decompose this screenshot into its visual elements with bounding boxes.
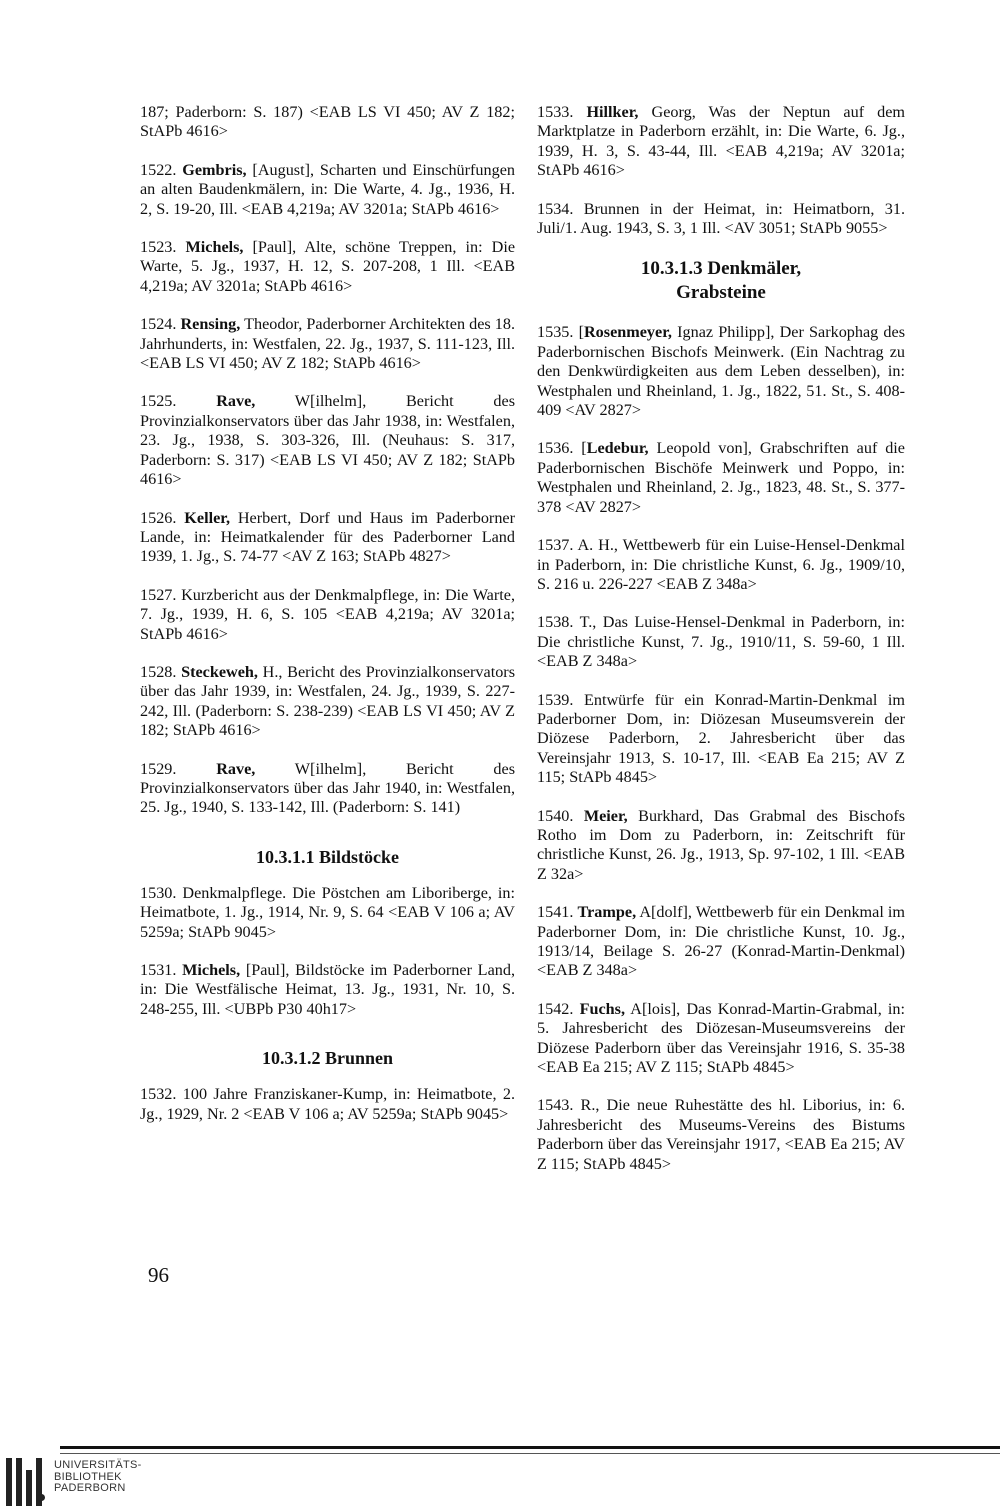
left-entries-2: [140, 884, 515, 1019]
bibliography-entry: 1536. [Ledebur, Leopold von], Grabschriften auf die Paderbornischen Bischöfe Meinwerk und Poppo, in: Westphalen und Rheinland, 2. Jg., 1823, 48. St., S. 377-378 <AV 2827>: [537, 439, 905, 516]
bibliography-entry: 1531. Michels, [Paul], Bildstöcke im Paderborner Land, in: Die Westfälische Heimat, 13. Jg., 1931, Nr. 10, S. 248-255, Ill. <UBPb P30 40h17>: [140, 961, 515, 1018]
bibliography-entry: 1543. R., Die neue Ruhestätte des hl. Liborius, in: 6. Jahresbericht des Museums-Vereins des Bistums Paderborn über das Vereinsjahr 1917, <EAB Ea 215; AV Z 115; StAPb 4845>: [537, 1096, 905, 1173]
footer-rule-thin: [60, 1453, 1000, 1454]
page-number: 96: [148, 1263, 169, 1287]
left-column: [140, 103, 515, 1143]
section-heading-brunnen: 10.3.1.2 Brunnen: [261, 1048, 394, 1069]
author-name: Rave,: [216, 392, 256, 411]
author-name: Hillker,: [586, 103, 639, 121]
bibliography-entry: 187; Paderborn: S. 187) <EAB LS VI 450; AV Z 182; StAPb 4616>: [140, 103, 515, 141]
bibliography-entry: 1533. Hillker, Georg, Was der Neptun auf dem Marktplatze in Paderborn erzählt, in: Die Warte, 6. Jg., 1939, H. 3, S. 43-44, Ill. <EAB 4,219a; AV 3201a; StAPb 4616>: [537, 103, 905, 180]
left-entries-3: [140, 1085, 515, 1124]
right-entries-2: [537, 323, 905, 1174]
author-name: Keller,: [184, 508, 230, 527]
library-line-1: UNIVERSITÄTS-: [54, 1459, 142, 1471]
author-name: Michels,: [182, 961, 241, 979]
bibliography-entry: 1528. Steckeweh, H., Bericht des Provinzialkonservators über das Jahr 1939, in: Westfalen, 24. Jg., 1939, S. 227-242, Ill. (Paderborn: S. 238-239) <EAB LS VI 450; AV Z 182; StAPb 4616>: [140, 662, 515, 740]
bibliography-entry: 1537. A. H., Wettbewerb für ein Luise-Hensel-Denkmal in Paderborn, in: Die christliche Kunst, 6. Jg., 1909/10, S. 216 u. 226-227 <EAB Z 348a>: [537, 536, 905, 593]
right-column: [537, 103, 905, 1193]
library-line-2: BIBLIOTHEK: [54, 1470, 122, 1483]
bibliography-entry: 1530. Denkmalpflege. Die Pöstchen am Liboriberge, in: Heimatbote, 1. Jg., 1914, Nr. 9, S. 64 <EAB V 106 a; AV 5259a; StAPb 9045>: [140, 883, 515, 941]
bibliography-entry: 1526. Keller, Herbert, Dorf und Haus im Paderborner Lande, in: Heimatkalender für des Paderborner Land 1939, 1. Jg., S. 74-77 <AV Z 163; StAPb 4827>: [140, 508, 515, 566]
bibliography-entry: 1522. Gembris, [August], Scharten und Einschürfungen an alten Baudenkmälern, in: Die Warte, 4. Jg., 1936, H. 2, S. 19-20, Ill. <EAB 4,219a; AV 3201a; StAPb 4616>: [140, 160, 515, 218]
left-entries: [140, 103, 515, 818]
bibliography-entry: 1532. 100 Jahre Franziskaner-Kump, in: Heimatbote, 2. Jg., 1929, Nr. 2 <EAB V 106 a; AV 5259a; StAPb 9045>: [140, 1085, 515, 1123]
author-name: Steckeweh,: [181, 662, 258, 681]
section-heading-denkmaeler: [537, 257, 905, 305]
bibliography-entry: 1534. Brunnen in der Heimat, in: Heimatborn, 31. Juli/1. Aug. 1943, S. 3, 1 Ill. <AV 3051; StAPb 9055>: [537, 199, 905, 238]
author-name: Trampe,: [577, 903, 637, 922]
right-entries: [537, 103, 905, 238]
logo-dot-icon: [38, 1494, 45, 1501]
library-line-3: PADERBORN: [54, 1482, 126, 1494]
author-name: Rave,: [216, 759, 256, 778]
library-name: [54, 1460, 142, 1495]
library-logo-icon: [0, 1455, 60, 1506]
bibliography-entry: 1523. Michels, [Paul], Alte, schöne Treppen, in: Die Warte, 5. Jg., 1937, H. 12, S. 207-208, 1 Ill. <EAB 4,219a; AV 3201a; StAPb 4616>: [140, 238, 516, 295]
author-name: Ledebur,: [586, 439, 649, 458]
author-name: Rensing,: [180, 315, 241, 334]
bibliography-entry: 1529. Rave, W[ilhelm], Bericht des Provinzialkonservators über das Jahr 1940, in: Westfalen, 25. Jg., 1940, S. 133-142, Ill. (Paderborn: S. 141): [140, 759, 515, 817]
heading-line-2: Grabsteine: [676, 282, 766, 304]
bibliography-entry: 1540. Meier, Burkhard, Das Grabmal des Bischofs Rotho im Dom zu Paderborn, in: Zeitschrift für christliche Kunst, 26. Jg., 1913, Sp. 97-102, 1 Ill. <EAB Z 32a>: [537, 806, 906, 883]
bibliography-entry: 1539. Entwürfe für ein Konrad-Martin-Denkmal im Paderborner Dom, in: Diözesan Museumsverein der Diözese Paderborn, 2. Jahresbericht über das Vereinsjahr 1913, S. 10-17, Ill. <EAB Ea 215; AV Z 115; StAPb 4845>: [537, 690, 905, 787]
heading-line-1: 10.3.1.3 Denkmäler,: [640, 258, 802, 280]
bibliography-entry: 1542. Fuchs, A[lois], Das Konrad-Martin-Grabmal, in: 5. Jahresbericht des Diözesan-Museumsvereins der Diözese Paderborn über das Vereinsjahr 1916, S. 35-38 <EAB Ea 215; AV Z 115; StAPb 4845>: [537, 999, 906, 1077]
bibliography-entry: 1525. Rave, W[ilhelm], Bericht des Provinzialkonservators über das Jahr 1938, in: Westfalen, 23. Jg., 1938, S. 303-326, Ill. (Neuhaus: S. 317, Paderborn: S. 317) <EAB LS VI 450; AV Z 182; StAPb 4616>: [140, 392, 515, 489]
author-name: Fuchs,: [579, 999, 626, 1018]
author-name: Michels,: [185, 238, 244, 257]
bibliography-entry: 1535. [Rosenmeyer, Ignaz Philipp], Der Sarkophag des Paderbornischen Bischofs Meinwerk. (Ein Nachtrag zu den Denkwürdigkeiten aus dem Leben desselben), in: Westphalen und Rheinland, 1. Jg., 1822, 51. St., S. 408-409 <AV 2827>: [537, 323, 905, 420]
author-name: Rosenmeyer,: [583, 323, 672, 342]
bibliography-entry: 1538. T., Das Luise-Hensel-Denkmal in Paderborn, in: Die christliche Kunst, 7. Jg., 1910/11, S. 59-60, 1 Ill. <EAB Z 348a>: [537, 613, 905, 671]
footer-rule: [60, 1446, 1000, 1449]
bibliography-entry: 1541. Trampe, A[dolf], Wettbewerb für ein Denkmal im Paderborner Dom, in: Die christliche Kunst, 10. Jg., 1913/14, Beilage S. 26-27 (Konrad-Martin-Denkmal) <EAB Z 348a>: [537, 903, 906, 980]
author-name: Gembris,: [182, 160, 247, 179]
section-heading-bildstoecke: 10.3.1.1 Bildstöcke: [255, 846, 399, 867]
author-name: Meier,: [583, 806, 628, 825]
bibliography-entry: 1524. Rensing, Theodor, Paderborner Architekten des 18. Jahrhunderts, in: Westfalen, 22. Jg., 1937, S. 111-123, Ill. <EAB LS VI 450; AV Z 182; StAPb 4616>: [140, 315, 515, 373]
bibliography-entry: 1527. Kurzbericht aus der Denkmalpflege, in: Die Warte, 7. Jg., 1939, H. 6, S. 105 <EAB 4,219a; AV 3201a; StAPb 4616>: [140, 585, 515, 643]
